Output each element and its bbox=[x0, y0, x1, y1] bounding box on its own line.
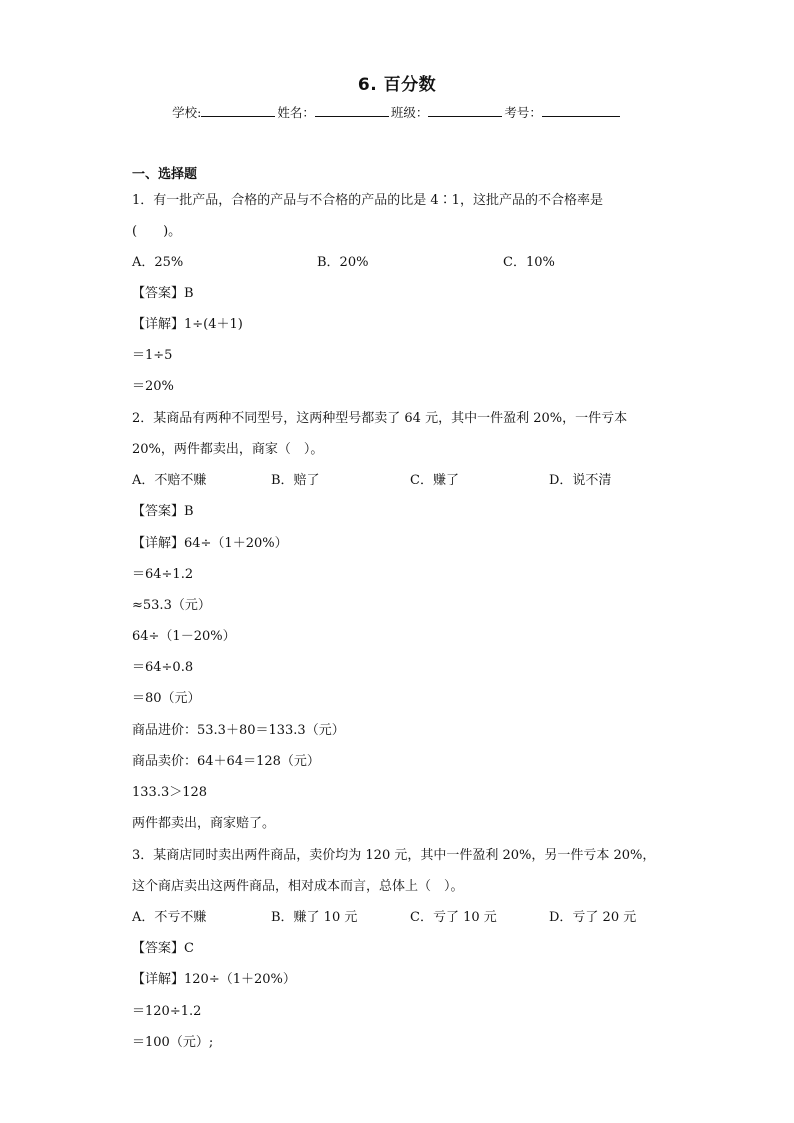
name-blank[interactable] bbox=[315, 104, 389, 117]
q1-stem-line-2: ( )。 bbox=[132, 224, 182, 239]
q3-option-b: B．赚了 10 元 bbox=[271, 910, 358, 925]
q3-answer: 【答案】C bbox=[132, 941, 194, 956]
student-info-line bbox=[0, 103, 794, 121]
class-blank[interactable] bbox=[428, 104, 502, 117]
q1-answer: 【答案】B bbox=[132, 286, 194, 301]
q2-detail-line: 64÷（1－20%） bbox=[132, 629, 236, 644]
number-label: 考号： bbox=[504, 105, 542, 120]
q1-detail-line: ＝1÷5 bbox=[132, 348, 173, 363]
q2-detail-line: 133.3＞128 bbox=[132, 785, 208, 800]
q2-option-c: C．赚了 bbox=[410, 473, 459, 488]
q3-detail-line: 【详解】120÷（1＋20%） bbox=[132, 972, 296, 987]
q2-detail-line: ＝64÷1.2 bbox=[132, 567, 194, 582]
q2-stem-line-2: 20%，两件都卖出，商家（ ）。 bbox=[132, 442, 324, 457]
q2-option-a: A．不赔不赚 bbox=[132, 473, 207, 488]
q3-stem-line-1: 3．某商店同时卖出两件商品，卖价均为 120 元，其中一件盈利 20%，另一件亏本 20%， bbox=[132, 848, 656, 863]
q1-option-c: C．10% bbox=[503, 255, 555, 270]
q2-detail-line: 商品进价：53.3＋80＝133.3（元） bbox=[132, 723, 345, 738]
q3-detail-line: ＝120÷1.2 bbox=[132, 1004, 202, 1019]
school-label: 学校: bbox=[172, 105, 202, 120]
q1-option-a: A．25% bbox=[132, 255, 184, 270]
q3-option-d: D．亏了 20 元 bbox=[549, 910, 637, 925]
class-label: 班级： bbox=[390, 105, 429, 120]
q1-option-b: B．20% bbox=[317, 255, 369, 270]
page-title: 6. 百分数 bbox=[357, 75, 437, 95]
q2-detail-line: ＝80（元） bbox=[132, 691, 201, 706]
school-blank[interactable] bbox=[201, 104, 275, 117]
q2-detail-line: 【详解】64÷（1＋20%） bbox=[132, 536, 288, 551]
q1-stem-line-1: 1．有一批产品，合格的产品与不合格的产品的比是 4∶1，这批产品的不合格率是 bbox=[132, 193, 603, 208]
q1-detail-line: 【详解】1÷(4＋1) bbox=[132, 317, 243, 332]
q2-detail-line: ≈53.3（元） bbox=[132, 598, 211, 613]
q2-answer: 【答案】B bbox=[132, 504, 194, 519]
q1-detail-line: ＝20% bbox=[132, 379, 174, 394]
q3-option-c: C．亏了 10 元 bbox=[410, 910, 497, 925]
q2-option-d: D．说不清 bbox=[549, 473, 612, 488]
section-title: 一、选择题 bbox=[132, 167, 198, 182]
q2-detail-line: ＝64÷0.8 bbox=[132, 660, 194, 675]
q2-option-b: B．赔了 bbox=[271, 473, 320, 488]
name-label: 姓名： bbox=[277, 105, 315, 120]
q3-stem-line-2: 这个商店卖出这两件商品，相对成本而言，总体上（ ）。 bbox=[132, 879, 464, 894]
q2-detail-line: 两件都卖出，商家赔了。 bbox=[132, 816, 276, 831]
q2-detail-line: 商品卖价：64＋64＝128（元） bbox=[132, 754, 320, 769]
number-blank[interactable] bbox=[542, 104, 620, 117]
q3-detail-line: ＝100（元）; bbox=[132, 1035, 214, 1050]
q2-stem-line-1: 2．某商品有两种不同型号，这两种型号都卖了 64 元，其中一件盈利 20%，一件亏本 bbox=[132, 411, 628, 426]
q3-option-a: A．不亏不赚 bbox=[132, 910, 207, 925]
